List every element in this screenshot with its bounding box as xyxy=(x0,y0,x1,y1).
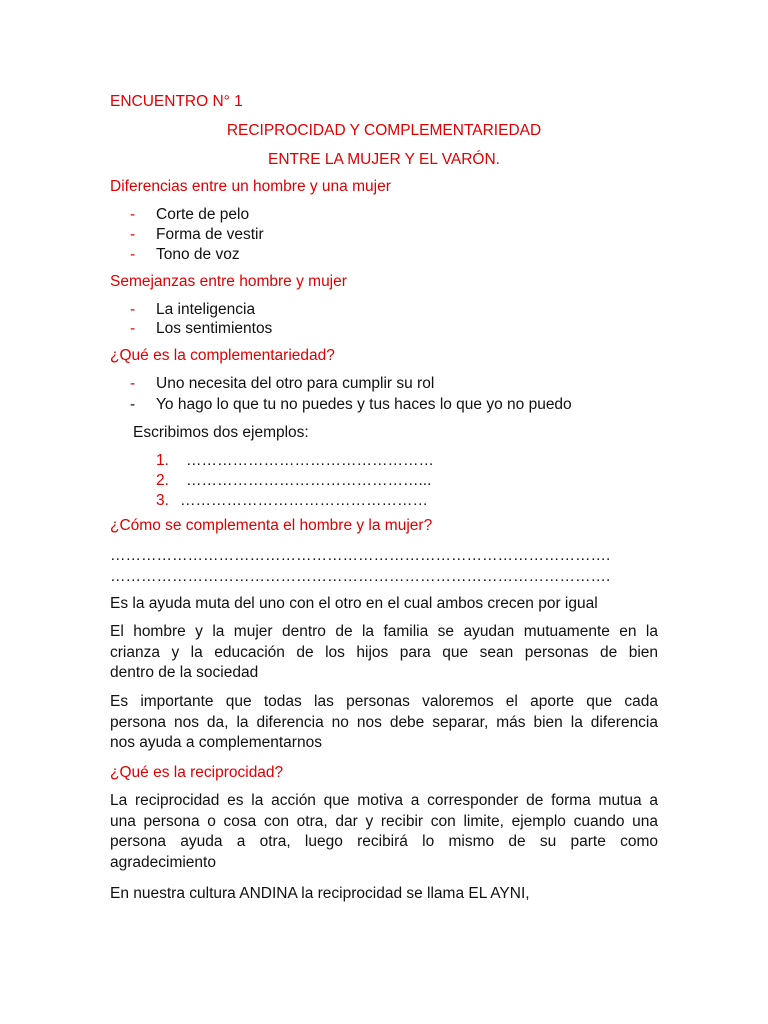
bullet-dash: - xyxy=(130,375,136,392)
paragraph-line: una persona o cosa con otra, dar y recibir con limite, ejemplo cuando una xyxy=(110,812,658,830)
ejemplos-label: Escribimos dos ejemplos: xyxy=(133,424,309,441)
document-title-line-2: ENTRE LA MUJER Y EL VARÓN. xyxy=(268,151,500,168)
bullet-dash: - xyxy=(130,226,136,243)
paragraph: En nuestra cultura ANDINA la reciprocidad se llama EL AYNI, xyxy=(110,885,530,902)
paragraph-line: La reciprocidad es la acción que motiva a corresponder de forma mutua a xyxy=(110,792,658,809)
list-item-text: Yo hago lo que tu no puedes y tus haces lo que yo no puedo xyxy=(156,396,572,413)
ejemplo-blank: ………………………………………... xyxy=(186,472,432,489)
list-item-text: Los sentimientos xyxy=(156,320,273,337)
paragraph xyxy=(110,692,658,754)
list-item-text: Uno necesita del otro para cumplir su rol xyxy=(156,375,435,392)
list-item-text: Tono de voz xyxy=(156,246,240,263)
paragraph-line: crianza y la educación de los hijos para que sean personas de bien xyxy=(110,643,658,661)
diferencias-heading: Diferencias entre un hombre y una mujer xyxy=(110,178,391,195)
semejanzas-heading: Semejanzas entre hombre y mujer xyxy=(110,273,347,290)
paragraph-line: persona nos da, la diferencia no nos debe separar, más bien la diferencia xyxy=(110,713,658,731)
ejemplo-blank: ………………………………………… xyxy=(180,492,428,509)
encuentro-label: ENCUENTRO N° 1 xyxy=(110,93,243,110)
reciprocidad-heading: ¿Qué es la reciprocidad? xyxy=(110,764,284,781)
paragraph-line: Es importante que todas las personas valoremos el aporte que cada xyxy=(110,693,658,710)
paragraph-line: agradecimiento xyxy=(110,853,216,871)
bullet-dash: - xyxy=(130,206,136,223)
ejemplo-number: 2. xyxy=(156,472,169,489)
paragraph-line: dentro de la sociedad xyxy=(110,664,259,681)
list-item-text: Forma de vestir xyxy=(156,226,264,243)
ejemplo-blank: ………………………………………… xyxy=(186,452,434,469)
complementariedad-heading: ¿Qué es la complementariedad? xyxy=(110,347,335,364)
bullet-dash: - xyxy=(130,320,136,337)
bullet-dash: - xyxy=(130,246,136,263)
answer-dots-line: ……………………………………………………………………………………. xyxy=(110,568,611,585)
bullet-dash: - xyxy=(130,396,136,413)
paragraph xyxy=(110,791,658,873)
paragraph: Es la ayuda muta del uno con el otro en el cual ambos crecen por igual xyxy=(110,595,598,612)
answer-dots-line: ……………………………………………………………………………………. xyxy=(110,547,611,564)
paragraph xyxy=(110,622,658,684)
list-item-text: Corte de pelo xyxy=(156,206,250,223)
document-title-line-1: RECIPROCIDAD Y COMPLEMENTARIEDAD xyxy=(226,122,542,139)
bullet-dash: - xyxy=(130,301,136,318)
ejemplo-number: 3. xyxy=(156,492,169,509)
paragraph-line: El hombre y la mujer dentro de la familia se ayudan mutuamente en la xyxy=(110,623,658,640)
paragraph-line: nos ayuda a complementarnos xyxy=(110,734,322,751)
como-heading: ¿Cómo se complementa el hombre y la mujer? xyxy=(110,517,433,534)
list-item-text: La inteligencia xyxy=(156,301,256,318)
paragraph-line: persona ayuda a otra, luego recibirá lo mismo de su parte como xyxy=(110,833,658,850)
ejemplo-number: 1. xyxy=(156,452,169,469)
